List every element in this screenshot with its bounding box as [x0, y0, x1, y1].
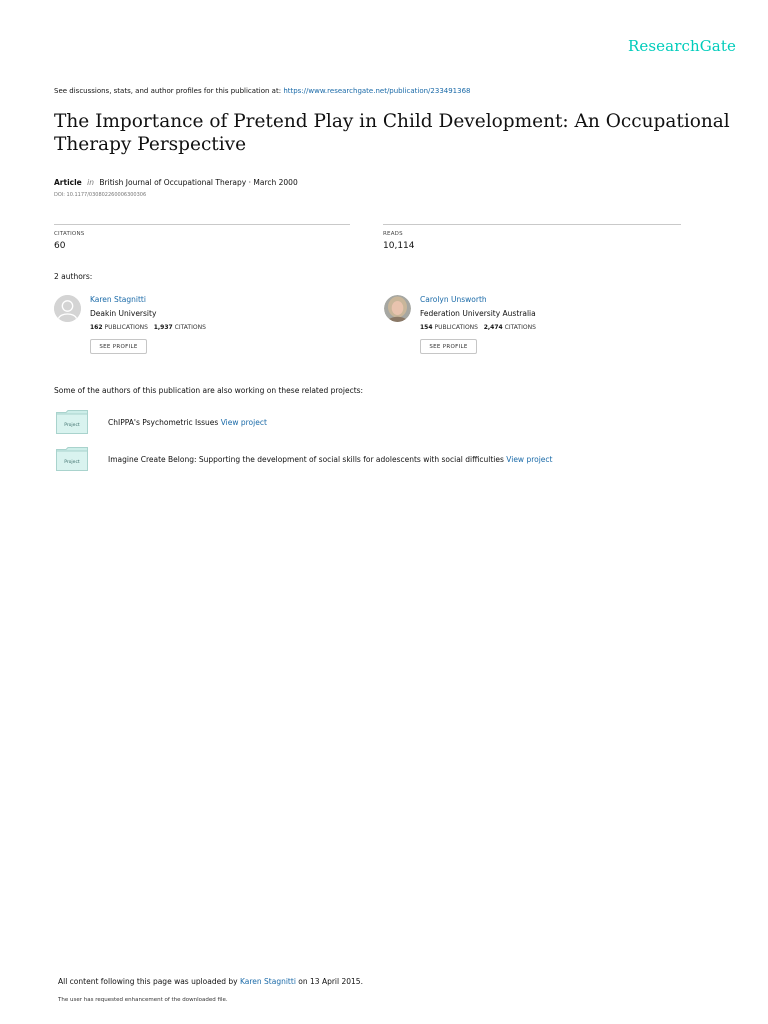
publication-url-link[interactable]: https://www.researchgate.net/publication/233491368	[283, 87, 471, 95]
author-stats	[420, 324, 536, 331]
project-title: ChIPPA's Psychometric Issues	[108, 418, 219, 427]
uploader-link[interactable]: Karen Stagnitti	[239, 977, 296, 986]
citations-count: 1,937	[153, 324, 173, 331]
view-project-link[interactable]: View project	[220, 418, 267, 427]
project-title: Imagine Create Belong: Supporting the development of social skills for adolescents with social difficulties	[108, 455, 504, 464]
project-item	[108, 418, 267, 427]
upload-prefix: All content following this page was uploaded by	[58, 977, 238, 986]
projects-heading: Some of the authors of this publication are also working on these related projects:	[54, 386, 364, 395]
in-word: in	[87, 178, 94, 187]
discussion-text: See discussions, stats, and author profiles for this publication at:	[54, 87, 282, 95]
upload-suffix: on 13 April 2015.	[298, 977, 363, 986]
see-profile-button[interactable]: SEE PROFILE	[420, 339, 477, 354]
citations-value: 60	[54, 241, 66, 251]
project-folder-icon	[56, 447, 88, 471]
project-folder-icon	[56, 410, 88, 434]
author-institution: Federation University Australia	[420, 309, 536, 318]
see-profile-button[interactable]: SEE PROFILE	[90, 339, 147, 354]
default-user-icon[interactable]	[54, 295, 81, 322]
publication-meta	[54, 178, 298, 187]
view-project-link[interactable]: View project	[506, 455, 553, 464]
project-item	[108, 455, 552, 464]
researchgate-logo[interactable]: ResearchGate	[628, 37, 736, 55]
stats-divider-left	[54, 224, 350, 225]
author-name-link[interactable]: Carolyn Unsworth	[420, 295, 487, 304]
author-institution: Deakin University	[90, 309, 157, 318]
citations-count: 2,474	[483, 324, 503, 331]
publications-label: PUBLICATIONS	[434, 324, 478, 331]
publication-doi: DOI: 10.1177/030802260006300306	[54, 192, 147, 198]
reads-value: 10,114	[383, 241, 415, 251]
folder-label: Project	[64, 423, 80, 428]
author-stats	[90, 324, 206, 331]
discussion-line	[54, 87, 471, 95]
authors-heading: 2 authors:	[54, 272, 93, 281]
folder-label: Project	[64, 460, 80, 465]
enhancement-note: The user has requested enhancement of the downloaded file.	[58, 997, 228, 1003]
journal-date: British Journal of Occupational Therapy · March 2000	[99, 178, 298, 187]
citations-label: CITATIONS	[504, 324, 536, 331]
upload-notice	[58, 977, 363, 986]
citations-label: CITATIONS	[54, 231, 85, 237]
citations-label: CITATIONS	[174, 324, 206, 331]
reads-label: READS	[383, 231, 403, 237]
user-photo[interactable]	[384, 295, 411, 322]
publication-title: The Importance of Pretend Play in Child Development: An Occupational Therapy Perspective	[54, 111, 730, 155]
author-name-link[interactable]: Karen Stagnitti	[90, 295, 146, 304]
publications-count: 162	[90, 324, 103, 331]
publications-count: 154	[420, 324, 433, 331]
stats-divider-right	[383, 224, 681, 225]
publications-label: PUBLICATIONS	[104, 324, 148, 331]
publication-type: Article	[54, 178, 82, 187]
